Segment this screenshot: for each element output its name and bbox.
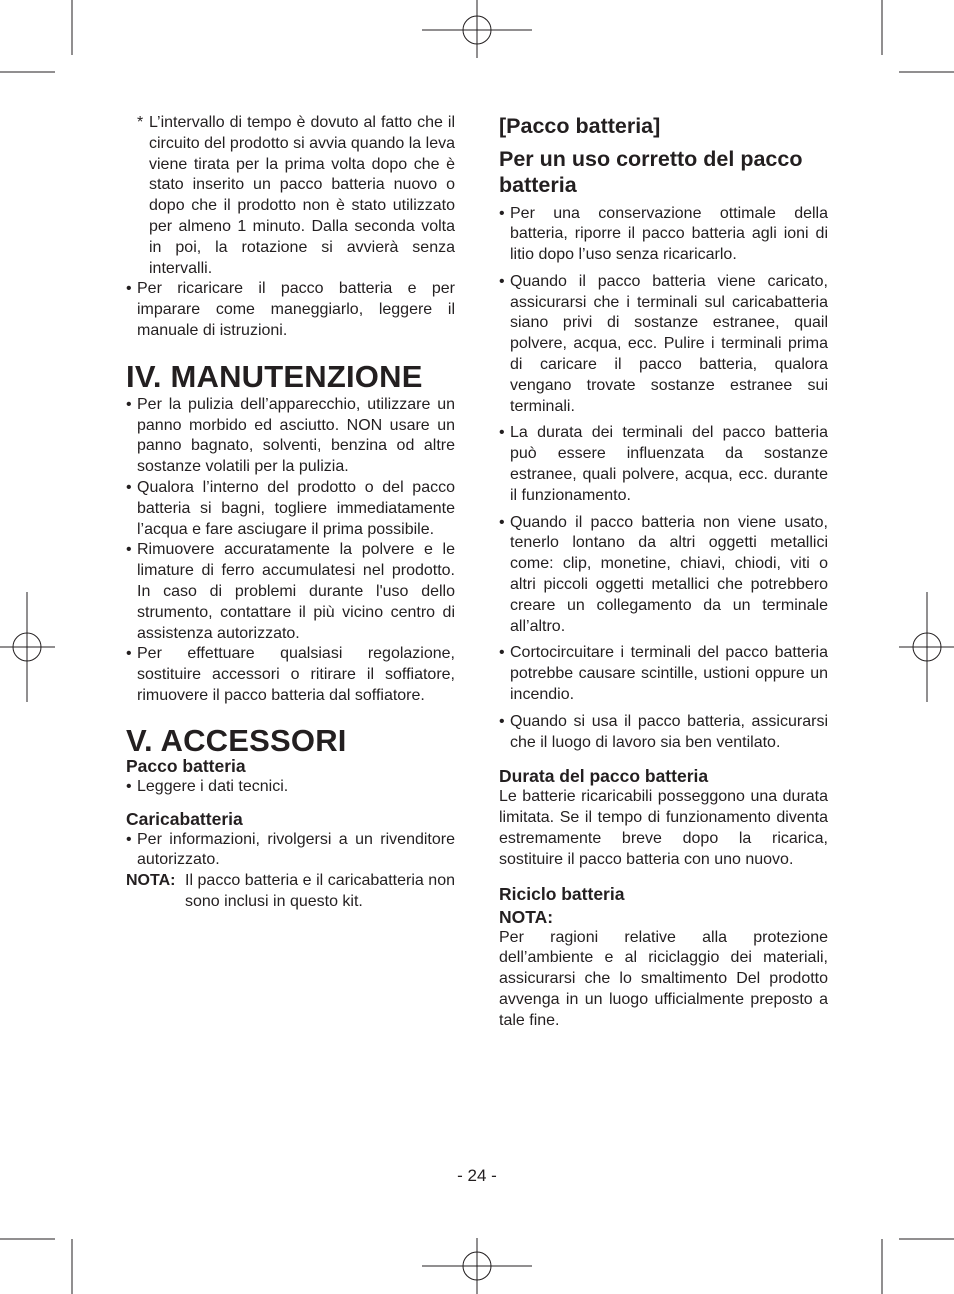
riciclo-paragraph: Per ragioni relative alla protezione dell’ambiente e al riciclaggio dei materiali, assicurarsi che lo smaltimento Del prodotto avvenga in un luogo ufficialmente preposto a tale fine. (499, 928, 828, 1029)
nota-text: Il pacco batteria e il caricabatteria non sono inclusi in questo kit. (185, 872, 455, 910)
bullet-icon: • (499, 712, 505, 730)
riciclo-nota-label: NOTA: (499, 906, 554, 927)
list-item (499, 643, 828, 705)
left-column (126, 113, 455, 913)
subheading-durata: Durata del pacco batteria (499, 766, 709, 787)
subsection-title-uso-corretto: Per un uso corretto del pacco batteria (499, 146, 803, 197)
bullet-icon: • (126, 478, 132, 496)
interval-footnote-text: L’intervallo di tempo è dovuto al fatto che il circuito del prodotto si avvia quando la leva viene tirata per la prima volta dopo che è stato inserito un pacco batteria nuovo o dopo che il prodotto non è stato utilizzato per almeno 1 minuto. Dalla seconda volta in poi, la rotazione si avvierà senza intervalli. (149, 114, 455, 277)
list-item (499, 513, 828, 638)
bullet-icon: • (126, 645, 132, 663)
asterisk-mark: * (137, 114, 144, 131)
bullet-icon: • (126, 541, 132, 559)
list-item (126, 830, 455, 872)
nota-block (126, 871, 455, 913)
interval-footnote (126, 113, 455, 279)
nota-label: NOTA: (126, 872, 176, 890)
bullet-icon: • (126, 777, 132, 795)
subheading-riciclo: Riciclo batteria (499, 883, 625, 904)
list-item-text: Quando si usa il pacco batteria, assicurarsi che il luogo di lavoro sia ben ventilato. (510, 712, 828, 751)
bullet-icon: • (499, 204, 505, 222)
bullet-icon: • (126, 830, 132, 848)
list-item (126, 478, 455, 540)
list-item-text: Rimuovere accuratamente la polvere e le limature di ferro accumulatesi nel prodotto. In caso di problemi durante l'uso dello strumento, contattare il più vicino centro di assistenza autorizzato. (137, 541, 455, 642)
section-title-accessori: V. ACCESSORI (126, 722, 347, 758)
list-item-text: Leggere i dati tecnici. (137, 777, 289, 795)
subheading-pacco-batteria: Pacco batteria (126, 755, 246, 776)
list-item-text: Per una conservazione ottimale della batteria, riporre il pacco batteria agli ioni di litio dopo l’uso senza ricaricarlo. (510, 204, 828, 264)
bullet-icon: • (126, 280, 132, 298)
list-item (499, 204, 828, 266)
list-item (126, 279, 455, 341)
bullet-icon: • (499, 644, 505, 662)
list-item (126, 395, 455, 478)
list-item (499, 272, 828, 418)
list-item (126, 777, 455, 798)
list-item (126, 540, 455, 644)
page-number: - 24 - (457, 1166, 497, 1185)
list-item (499, 712, 828, 754)
list-item-text: Quando il pacco batteria viene caricato, assicurarsi che i terminali sul caricabatteria siano privi di sostanze estranee, quail polvere, acqua, ecc. Pulire i terminali prima di caricare il pacco batteria, qualora vengano trovate sostanze estranee sui terminali. (510, 272, 828, 415)
list-item-text: Qualora l’interno del prodotto o del pacco batteria si bagni, togliere immediatamente l’acqua e fare asciugare il prima possibile. (137, 478, 455, 538)
subheading-caricabatteria: Caricabatteria (126, 808, 243, 829)
list-item-text: Cortocircuitare i terminali del pacco batteria potrebbe causare scintille, ustioni oppure un incendio. (510, 644, 828, 704)
list-item (499, 423, 828, 506)
section-title-manutenzione: IV. MANUTENZIONE (126, 358, 423, 394)
bullet-icon: • (499, 272, 505, 290)
list-item-text: Per ricaricare il pacco batteria e per imparare come maneggiarlo, leggere il manuale di istruzioni. (137, 280, 455, 339)
bullet-icon: • (499, 424, 505, 442)
list-item-text: Per informazioni, rivolgersi a un rivenditore autorizzato. (137, 830, 455, 869)
bullet-icon: • (499, 513, 505, 531)
list-item-text: La durata dei terminali del pacco batteria può essere influenzata da sostanze estranee, quali polvere, acqua, ecc. durante il funzionamento. (510, 424, 828, 504)
list-item-text: Per la pulizia dell’apparecchio, utilizzare un panno morbido ed asciutto. NON usare un panno bagnato, solventi, benzina od altre sostanze volatili per la pulizia. (137, 395, 455, 476)
list-item-text: Quando il pacco batteria non viene usato, tenerlo lontano da altri oggetti metallici come: clip, monetine, chiavi, chiodi, viti o altri piccoli oggetti metallici che potrebbero creare un collegamento da un terminale all’altro. (510, 513, 828, 635)
section-title-pacco-batteria: [Pacco batteria] (499, 114, 661, 138)
durata-paragraph: Le batterie ricaricabili posseggono una durata limitata. Se il tempo di funzionamento diventa estremamente breve dopo la ricarica, sostituire il pacco batteria con uno nuovo. (499, 788, 828, 868)
list-item-text: Per effettuare qualsiasi regolazione, sostituire accessori o ritirare il soffiatore, rimuovere il pacco batteria dal soffiatore. (137, 645, 455, 704)
right-column (499, 113, 828, 1032)
list-item (126, 644, 455, 706)
bullet-icon: • (126, 395, 132, 413)
